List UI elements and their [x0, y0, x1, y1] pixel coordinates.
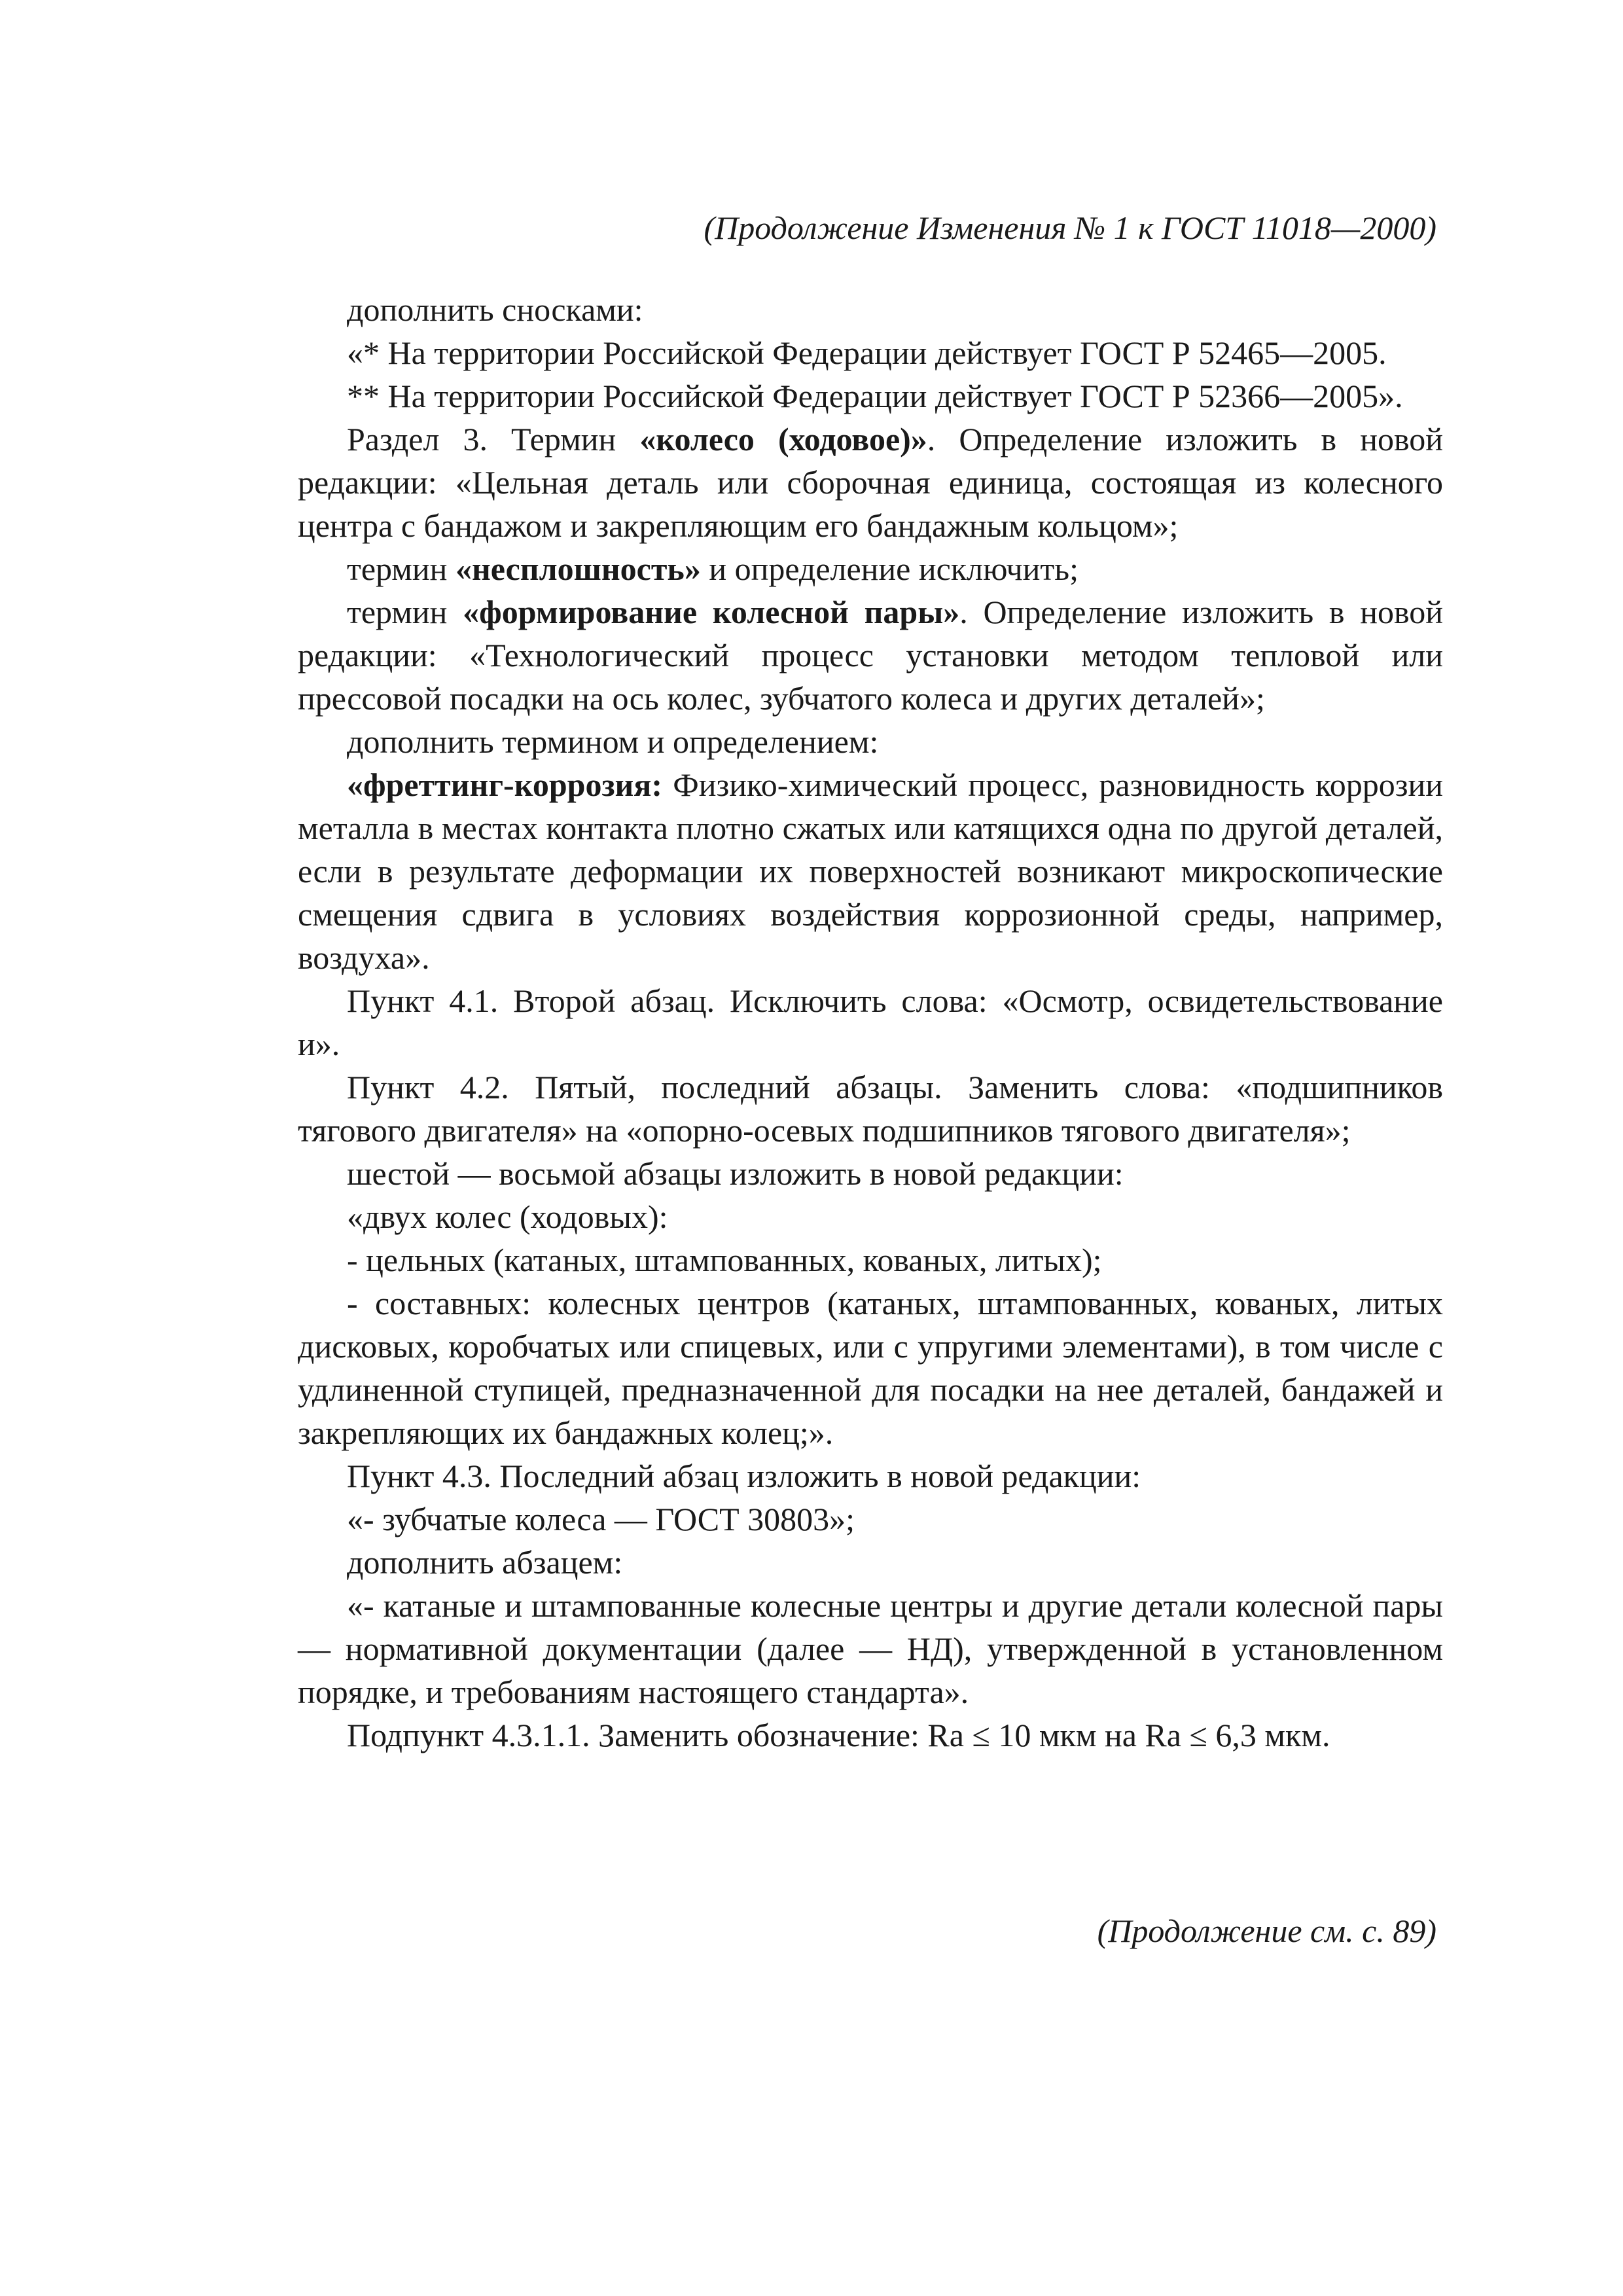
text-run: . Определение изложить в новой редакции: «Цельная деталь или сборочная единица, состоящая из колесного центра с бандажом и закрепляющим его бандажным кольцом»; [298, 421, 1443, 544]
paragraph [298, 547, 1443, 590]
paragraph [298, 1498, 1443, 1541]
paragraph [298, 331, 1443, 374]
text-run: . Определение изложить в новой редакции: «Технологический процесс установки методом тепловой или прессовой посадки на ось колес, зубчатого колеса и других деталей»; [298, 594, 1443, 717]
paragraph [298, 374, 1443, 418]
paragraph [298, 720, 1443, 763]
paragraph [298, 1238, 1443, 1282]
page-header: (Продолжение Изменения № 1 к ГОСТ 11018—2000) [704, 209, 1436, 246]
page-footer: (Продолжение см. с. 89) [1097, 1912, 1436, 1949]
bold-term: «фреттинг-коррозия: [347, 766, 663, 803]
paragraph [298, 288, 1443, 331]
text-run: дополнить абзацем: [347, 1544, 623, 1581]
text-run: ** На территории Российской Федерации действует ГОСТ Р 52366—2005». [347, 378, 1403, 414]
paragraph [298, 1152, 1443, 1195]
text-run: Пункт 4.2. Пятый, последний абзацы. Заменить слова: «подшипников тягового двигателя» на «опорно-осевых подшипников тягового двигателя»; [298, 1069, 1443, 1149]
text-run: Раздел 3. Термин [347, 421, 640, 457]
paragraph [298, 763, 1443, 979]
paragraph [298, 1454, 1443, 1498]
bold-term: «формирование колесной пары» [463, 594, 960, 630]
document-body [298, 288, 1443, 1757]
text-run: шестой — восьмой абзацы изложить в новой редакции: [347, 1155, 1124, 1192]
text-run: и определение исключить; [700, 550, 1079, 587]
text-run: Подпункт 4.3.1.1. Заменить обозначение: Ra ≤ 10 мкм на Ra ≤ 6,3 мкм. [347, 1717, 1330, 1753]
text-run: «двух колес (ходовых): [347, 1198, 668, 1235]
text-run: Пункт 4.1. Второй абзац. Исключить слова: «Осмотр, освидетельствование и». [298, 982, 1443, 1062]
paragraph [298, 1282, 1443, 1454]
text-run: термин [347, 550, 455, 587]
paragraph [298, 1541, 1443, 1584]
text-run: Пункт 4.3. Последний абзац изложить в новой редакции: [347, 1458, 1141, 1494]
paragraph [298, 1195, 1443, 1238]
paragraph [298, 1584, 1443, 1713]
bold-term: «колесо (ходовое)» [639, 421, 927, 457]
paragraph [298, 418, 1443, 547]
text-run: «- зубчатые колеса — ГОСТ 30803»; [347, 1501, 855, 1537]
text-run: - цельных (катаных, штампованных, кованых, литых); [347, 1242, 1102, 1278]
paragraph [298, 1066, 1443, 1152]
text-run: «* На территории Российской Федерации действует ГОСТ Р 52465—2005. [347, 334, 1387, 371]
paragraph [298, 590, 1443, 720]
paragraph [298, 1713, 1443, 1757]
bold-term: «несплошность» [455, 550, 701, 587]
text-run: - составных: колесных центров (катаных, штампованных, кованых, литых дисковых, коробчатых или спицевых, или с упругими элементами), в том числе с удлиненной ступицей, предназначенной для посадки на нее деталей, бандажей и закрепляющих их бандажных колец;». [298, 1285, 1443, 1451]
text-run: Физико-химический процесс, разновидность коррозии металла в местах контакта плотно сжатых или катящихся одна по другой деталей, если в результате деформации их поверхностей возникают микроскопические смещения сдвига в условиях воздействия коррозионной среды, например, воздуха». [298, 766, 1443, 976]
text-run: дополнить сносками: [347, 291, 643, 328]
text-run: термин [347, 594, 463, 630]
paragraph [298, 979, 1443, 1066]
text-run: дополнить термином и определением: [347, 723, 879, 760]
text-run: «- катаные и штампованные колесные центры и другие детали колесной пары — нормативной документации (далее — НД), утвержденной в установленном порядке, и требованиям настоящего стандарта». [298, 1587, 1443, 1710]
